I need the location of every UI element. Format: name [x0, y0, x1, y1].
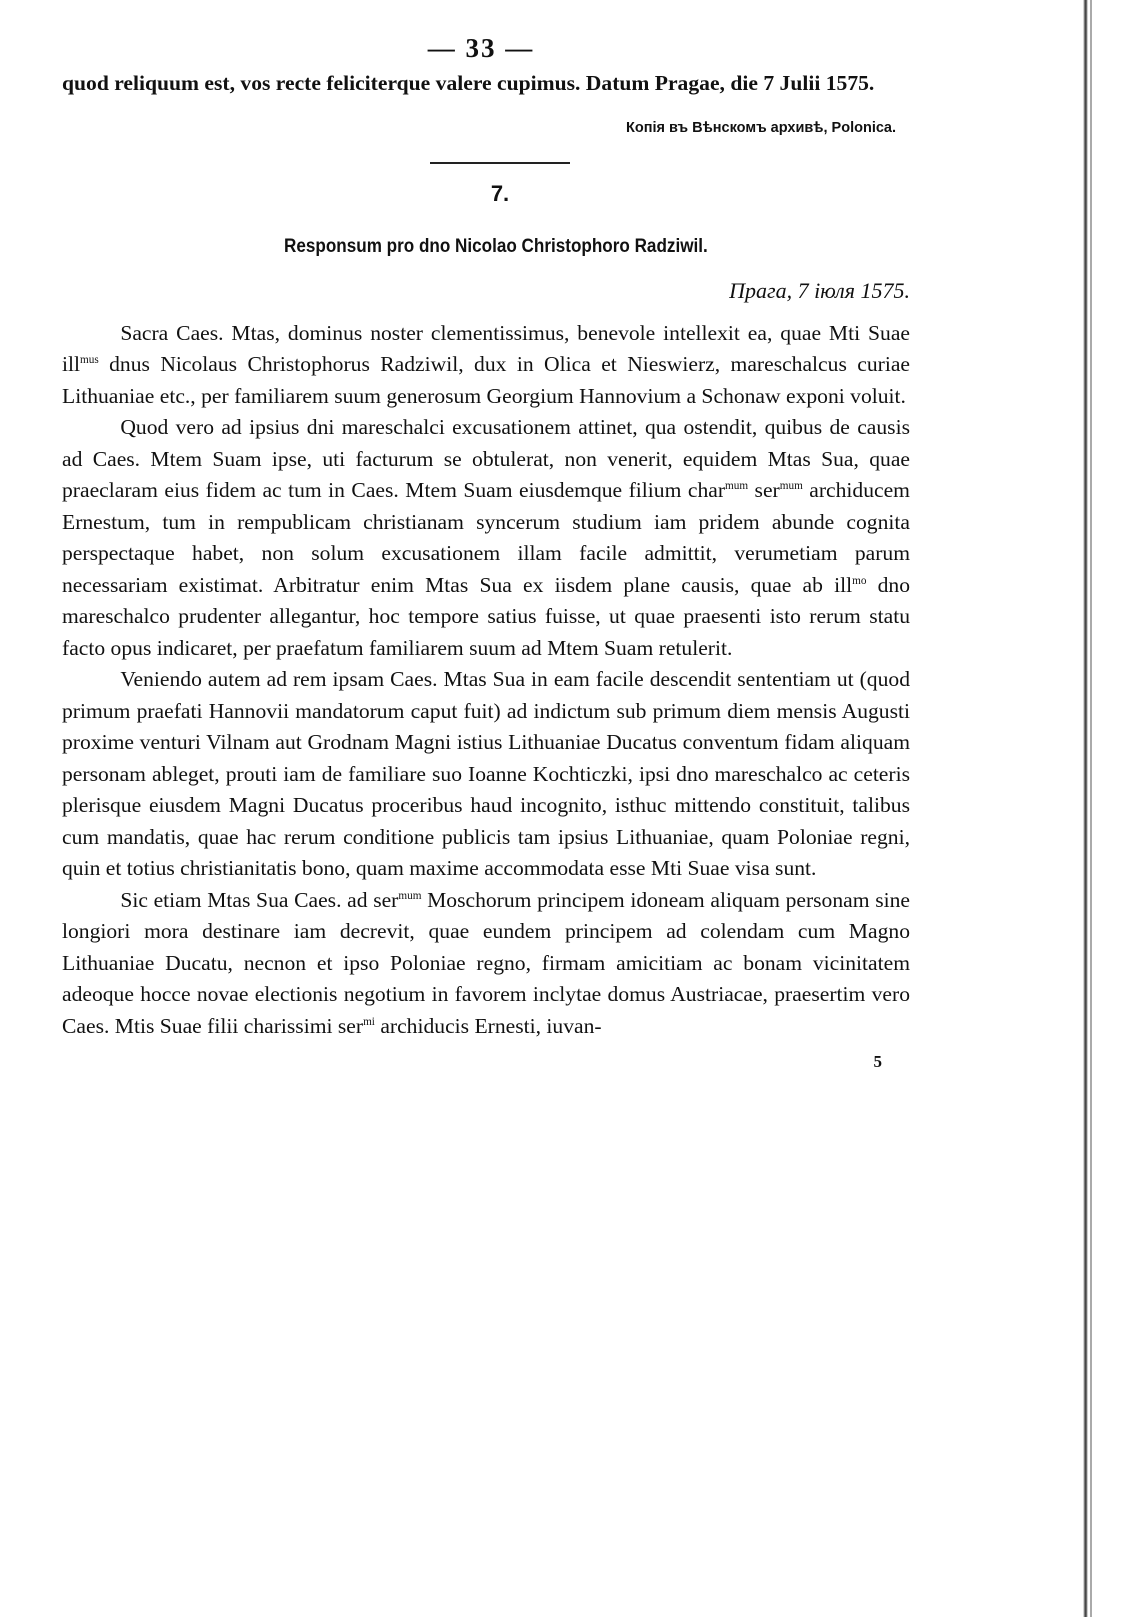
place-date: Прага, 7 іюля 1575. — [729, 277, 910, 303]
paragraph-2-superscript-3: mo — [852, 574, 867, 587]
paragraph-2 — [62, 412, 910, 664]
paragraph-2-start: Quod vero ad ipsius dni mareschalci excusationem attinet, qua ostendit, quibus de causis ad Caes. Mtem Suam ipse, uti facturum se obtulerat, non venerit, equidem Mtas Sua, quae praeclaram eius fidem ac tum in Caes. Mtem Suam eiusdemque filium char — [62, 415, 910, 502]
paragraph-4 — [62, 885, 910, 1043]
paragraph-2-rest: archiducem Ernestum, tum in rempublicam christianam syncerum studium iam pridem abunde cognita perspectaque habet, non solum excusationem illam facile admittit, verumetiam parum necessariam existimat. Arbitratur enim Mtas Sua ex iisdem plane causis, quae ab ill — [62, 478, 910, 597]
document-page — [62, 28, 910, 1072]
source-note: Копія въ Вѣнскомъ архивѣ, Polonica. — [626, 119, 896, 136]
section-divider — [430, 162, 570, 164]
document-body — [62, 318, 910, 1043]
paragraph-4-rest: archiducis Ernesti, iuvan- — [374, 1013, 602, 1038]
paragraph-2-end: dno mareschalco prudenter allegantur, hoc tempore satius fuisse, ut quae praesenti isto rerum statu facto opus indicaret, per praefatum familiarem suum ad Mtem Suam retulerit. — [62, 572, 911, 660]
paragraph-4-start: Sic etiam Mtas Sua Caes. ad ser — [120, 887, 399, 912]
paragraph-1-rest: dnus Nicolaus Christophorus Radziwil, dux in Olica et Nieswierz, mareschalcus curiae Lithuaniae etc., per familiarem suum generosum Georgium Hannovium a Schonaw exponi voluit. — [62, 352, 910, 408]
document-title: Responsum pro dno Nicolao Christophoro Radziwil. — [284, 235, 708, 257]
binding-edge-shadow — [1083, 0, 1088, 1617]
signature-mark: 5 — [873, 1052, 882, 1071]
paragraph-4-superscript-2: mi — [363, 1015, 375, 1028]
page-number: — 33 — — [427, 33, 535, 63]
paragraph-2-superscript-2: mum — [779, 480, 803, 493]
paragraph-2-superscript-1: mum — [725, 480, 749, 493]
paragraph-1-start: Sacra Caes. Mtas, dominus noster clementissimus, benevole intellexit ea, quae Mti Suae ill — [62, 320, 910, 376]
paragraph-2-mid: ser — [748, 478, 780, 502]
paragraph-4-mid: Moschorum principem idoneam aliquam personam sine longiori mora destinare iam decrevit, quae eundem principem ad colendam cum Magno Lithuaniae Ducatu, necnon et ipso Poloniae regno, firmam amicitiam ac bonam vicinitatem adeoque hocce novae electionis negotium in favorem inclytae domus Austriacae, praesertim vero Caes. Mtis Suae filii charissimi ser — [62, 887, 910, 1038]
paragraph-3: Veniendo autem ad rem ipsam Caes. Mtas Sua in eam facile descendit sententiam ut (quod primum praefati Hannovii mandatorum caput fuit) ad indictum sub primum diem mensis Augusti proxime venturi Vilnam aut Grodnam Magni istius Lithuaniae Ducatus conventum fidam aliquam personam ableget, prouti iam de familiare suo Ioanne Kochticzki, ipsi dno mareschalco ac ceteris plerisque eiusdem Magni Ducatus proceribus haud incognito, isthuc mittendo constituit, talibus cum mandatis, quae hac rerum conditione publicis tam ipsius Lithuaniae, quam Poloniae regni, quin et totius christianitatis bono, quam maxime accommodata esse Mti Suae visa sunt. — [62, 667, 910, 880]
paragraph-4-superscript-1: mum — [398, 889, 422, 902]
paragraph-1 — [62, 318, 910, 413]
document-number: 7. — [490, 180, 510, 206]
paragraph-1-superscript: mus — [80, 354, 99, 367]
binding-edge-line — [1090, 0, 1092, 1617]
top-paragraph: quod reliquum est, vos recte feliciterque valere cupimus. Datum Pragae, die 7 Julii 1575. — [62, 71, 875, 95]
